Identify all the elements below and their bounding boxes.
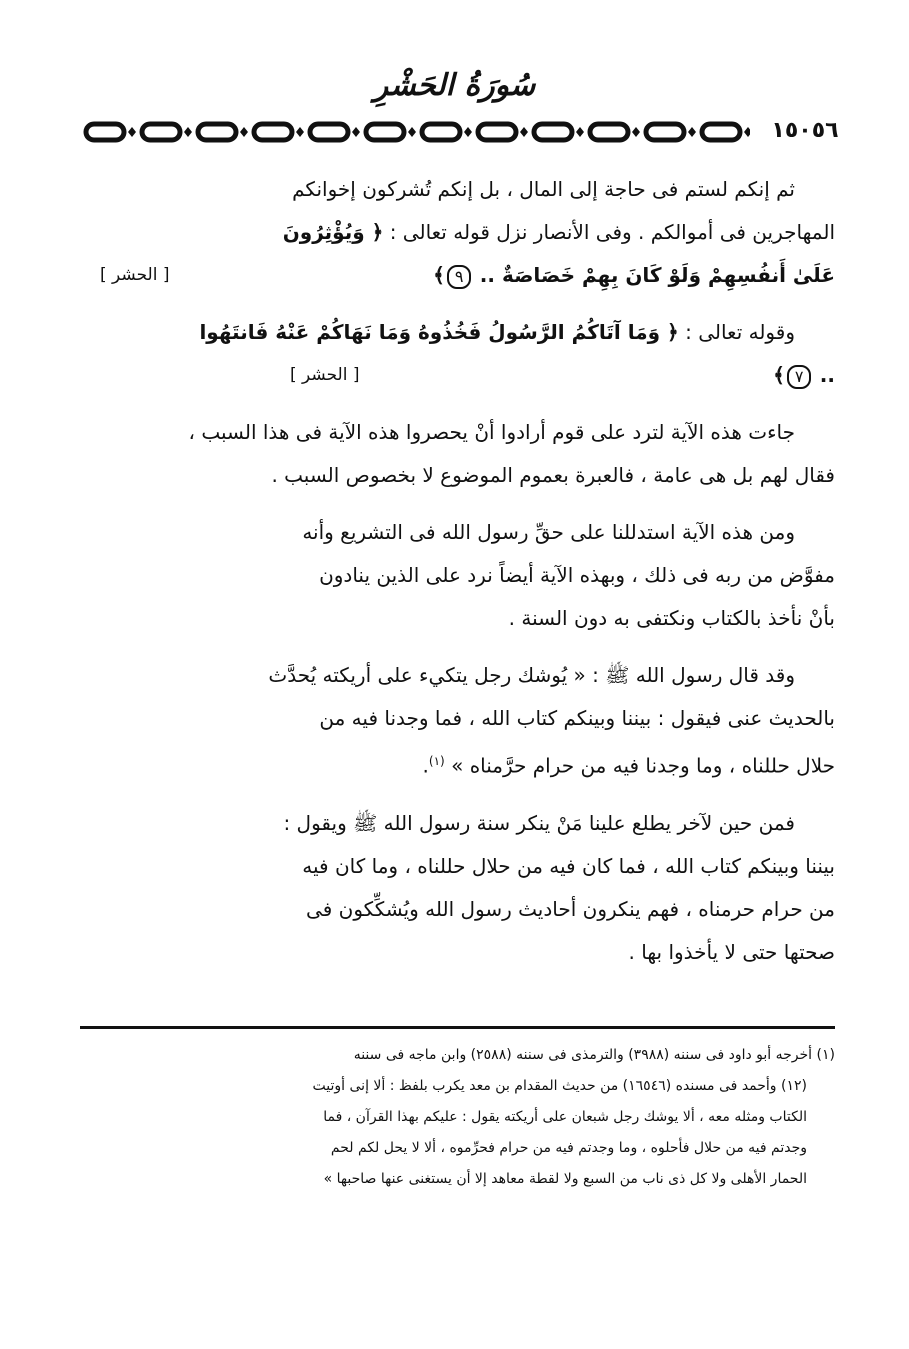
- chain-link-oval: [254, 124, 292, 140]
- chain-diamond: [184, 127, 192, 137]
- footnote-line: (١٢) وأحمد فى مسنده (١٦٥٤٦) من حديث المقدام بن معد يكرب بلفظ : ألا إنى أوتيت: [312, 1078, 807, 1094]
- chain-link-oval: [702, 124, 740, 140]
- ayah-number-marker: ٧: [787, 365, 812, 389]
- chain-diamond: [520, 127, 528, 137]
- chain-diamond: [576, 127, 584, 137]
- paragraph-5: وقد قال رسول الله ﷺ : « يُوشك رجل يتكيء على أريكته يُحدَّث بالحديث عنى فيقول : بيننا وبينكم كتاب الله ، فما وجدنا فيه من حلال حللناه ، وما وجدنا فيه من حرام حرَّمناه » $^{(١)}$.: [268, 663, 835, 778]
- chain-link-oval: [590, 124, 628, 140]
- chain-link-oval: [646, 124, 684, 140]
- paragraph-4: ومن هذه الآية استدللنا على حقِّ رسول الله فى التشريع وأنه مفوَّض من ربه فى ذلك ، وبهذه الآية أيضاً نرد على الذين ينادون بأنْ نأخذ بالكتاب ونكتفى به دون السنة .: [302, 520, 835, 630]
- surah-reference: [ الحشر ]: [100, 265, 170, 285]
- footnote-line: الحمار الأهلى ولا كل ذى ناب من السبع ولا لقطة معاهد إلا أن يستغنى عنها صاحبها »: [323, 1171, 807, 1187]
- paragraph-1: ثم إنكم لستم فى حاجة إلى المال ، بل إنكم تُشركون إخوانكم المهاجرين فى أموالكم . وفى الأنصار نزل قوله تعالى : ﴿ وَيُؤْثِرُونَ عَلَىٰ أَنفُسِهِمْ وَلَوْ كَانَ بِهِمْ خَصَاصَةٌ .. ٩﴾ [ الحشر ]: [100, 168, 835, 297]
- header-ornament-band: [80, 114, 850, 150]
- footnote-reference: (١): [428, 754, 445, 768]
- chain-ornament-icon: [80, 114, 850, 150]
- paragraph-6: فمن حين لآخر يطلع علينا مَنْ ينكر سنة رسول الله ﷺ ويقول : بيننا وبينكم كتاب الله ، فما كان فيه من حلال حللناه ، وما كان فيه من حرام حرمناه ، فهم ينكرون أحاديث رسول الله ويُشكِّكون فى صحتها حتى لا يأخذوا بها .: [283, 810, 835, 964]
- main-text: [100, 168, 835, 974]
- chain-link-oval: [86, 124, 124, 140]
- chain-diamond: [632, 127, 640, 137]
- chain-diamond: [408, 127, 416, 137]
- quran-verse: ﴿ وَمَا آتَاكُمُ الرَّسُولُ فَخُذُوهُ وَمَا نَهَاكُمْ عَنْهُ فَانتَهُوا: [199, 320, 679, 344]
- chain-diamond: [296, 127, 304, 137]
- chain-link-oval: [366, 124, 404, 140]
- paragraph-3: جاءت هذه الآية لترد على قوم أرادوا أنْ يحصروا هذه الآية فى هذا السبب ، فقال لهم بل هى عامة ، فالعبرة بعموم الموضوع لا بخصوص السبب .: [188, 420, 835, 487]
- chain-diamond: [688, 127, 696, 137]
- chain-link-oval: [198, 124, 236, 140]
- footnote-line: وجدتم فيه من حلال فأحلوه ، وما وجدتم فيه من حرام فحرِّموه ، ألا لا يحل لكم لحم: [330, 1140, 807, 1156]
- ayah-number-marker: ٩: [447, 265, 472, 289]
- chain-diamond: [352, 127, 360, 137]
- quran-verse-cont: عَلَىٰ أَنفُسِهِمْ وَلَوْ كَانَ بِهِمْ خَصَاصَةٌ ..: [479, 263, 835, 287]
- chain-diamond: [128, 127, 136, 137]
- surah-title: سُورَةُ الحَشْرِ: [373, 68, 536, 103]
- chain-link-oval: [422, 124, 460, 140]
- paragraph-2: وقوله تعالى : ﴿ وَمَا آتَاكُمُ الرَّسُولُ فَخُذُوهُ وَمَا نَهَاكُمْ عَنْهُ فَانتَهُوا .. ٧﴾ [ الحشر ]: [100, 311, 835, 397]
- footnote-line: الكتاب ومثله معه ، ألا يوشك رجل شبعان على أريكته يقول : عليكم بهذا القرآن ، فما: [323, 1109, 807, 1125]
- footnote-divider: [80, 1026, 835, 1029]
- chain-link-oval: [478, 124, 516, 140]
- page-number: ١٥٠٥٦: [750, 116, 860, 146]
- chain-link-oval: [142, 124, 180, 140]
- chain-link-oval: [534, 124, 572, 140]
- surah-reference: [ الحشر ]: [290, 365, 360, 385]
- chain-diamond: [464, 127, 472, 137]
- footnote-line: (١) أخرجه أبو داود فى سننه (٣٩٨٨) والترمذى فى سننه (٢٥٨٨) وابن ماجه فى سننه: [353, 1047, 835, 1063]
- chain-link-oval: [310, 124, 348, 140]
- chain-diamond: [240, 127, 248, 137]
- footnotes: [80, 1040, 835, 1195]
- quran-verse: ﴿ وَيُؤْثِرُونَ: [282, 220, 384, 244]
